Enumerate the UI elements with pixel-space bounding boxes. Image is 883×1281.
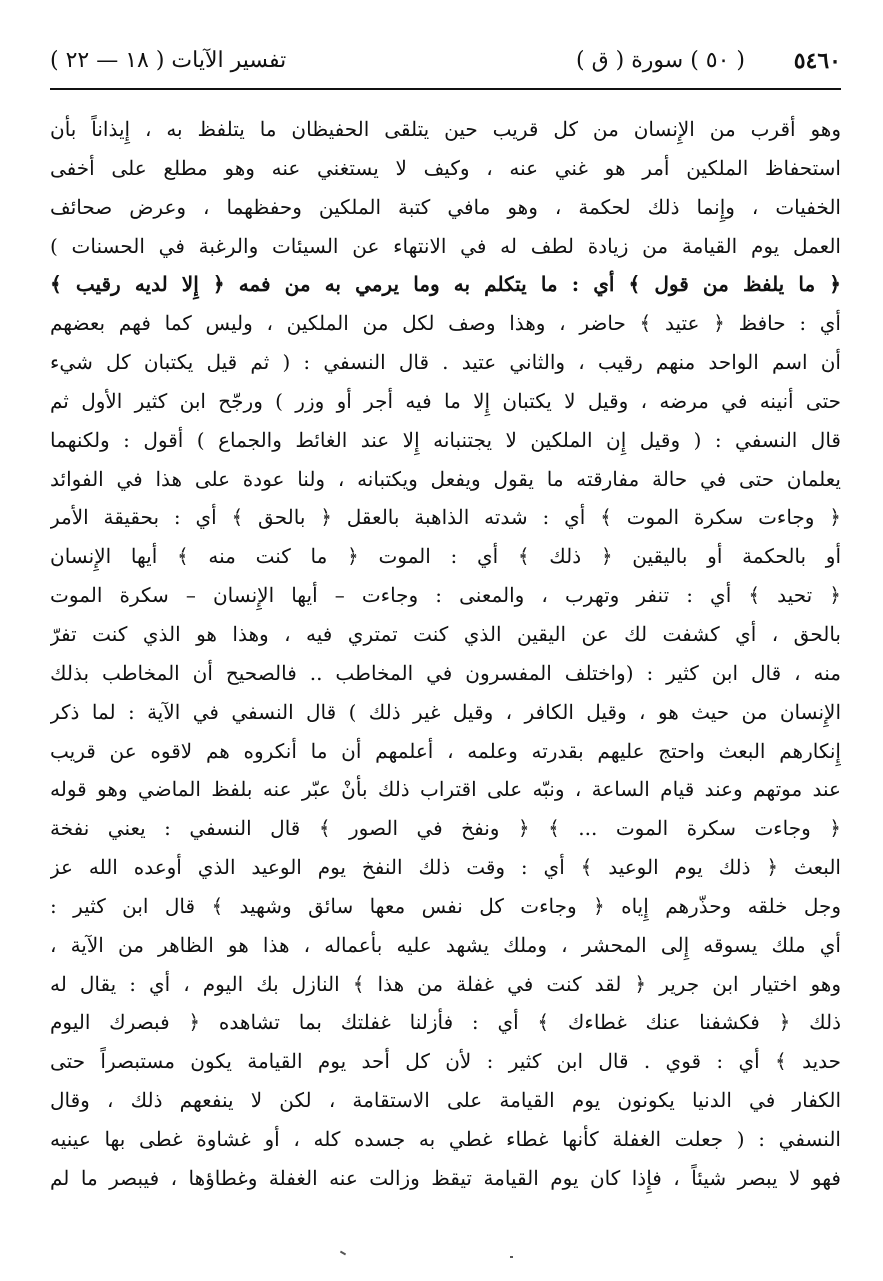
text-line: العمل يوم القيامة من زيادة لطف له في الانتهاء عن السيئات والرغبة في الحسنات ) [50,233,841,258]
text-line: أن اسم الواحد منهم رقيب ، والثاني عتيد . قال النسفي : ( ثم قيل يكتبان كل شيء [50,350,841,375]
page-number: ٥٤٦٠ [793,48,841,74]
text-line: قال النسفي : ( وقيل إِن الملكين لا يجتنبانه إِلا عند الغائط والجماع ) أقول : ولكنهما [50,427,841,452]
text-line: حتى أنينه في مرضه ، وقيل لا يكتبان إِلا ما فيه أجر أو وزر ) ورجّح ابن كثير الأول ثم [50,388,841,413]
page-body [50,110,841,1198]
text-line: إِنكارهم البعث واحتج عليهم بقدرته وعلمه ، أعلمهم أن ما أنكروه هم لاقوه عن قريب [50,738,841,763]
text-line: بالحق ، أي كشفت لك عن اليقين الذي كنت تمتري فيه ، وهذا هو الذي كنت تفرّ [50,621,841,646]
text-line: ﴿ وجاءت سكرة الموت ... ﴾ ﴿ ونفخ في الصور ﴾ قال النسفي : يعني نفخة [50,816,841,841]
text-line: ذلك ﴿ فكشفنا عنك غطاءك ﴾ أي : فأزلنا غفلتك بما تشاهده ﴿ فبصرك اليوم [50,1010,841,1035]
header-divider [50,88,841,90]
page-footer-marks [340,1248,540,1268]
text-line: ﴿ ما يلفظ من قول ﴾ أي : ما يتكلم به وما يرمي به من فمه ﴿ إِلا لديه رقيب ﴾ [50,272,841,297]
text-line: الخفيات ، وإِنما ذلك لحكمة ، وهو مافي كتبة الملكين وحفظهما ، وعرض صحائف [50,194,841,219]
text-line: حديد ﴾ أي : قوي . قال ابن كثير : لأن كل أحد يوم القيامة يكون مستبصراً حتى [50,1049,841,1074]
text-line: أي ملك يسوقه إِلى المحشر ، وملك يشهد عليه بأعماله ، هذا هو الظاهر من الآية ، [50,932,841,957]
text-line: الكفار في الدنيا يكونون يوم القيامة على الاستقامة ، لكن لا ينفعهم ذلك ، وقال [50,1088,841,1113]
scan-mark [340,1251,346,1256]
text-line: البعث ﴿ ذلك يوم الوعيد ﴾ أي : وقت ذلك النفخ يوم الوعيد الذي أوعده الله عز [50,855,841,880]
text-line: فهو لا يبصر شيئاً ، فإِذا كان يوم القيامة تيقظ وزالت عنه الغفلة وغطاؤها ، فيبصر ما لم [50,1165,841,1190]
text-line: استحفاظ الملكين أمر هو غني عنه ، وكيف لا يستغني عنه وهو مطلع على أخفى [50,155,841,180]
surah-label: ( ٥٠ ) سورة ( ق ) [576,48,745,73]
text-line: الإِنسان من حيث هو ، وقيل الكافر ، وقيل غير ذلك ) قال النسفي في الآية : لما ذكر [50,699,841,724]
text-line: منه ، قال ابن كثير : (واختلف المفسرون في المخاطب .. فالصحيح أن المخاطب بذلك [50,660,841,685]
text-line: وهو اختيار ابن جرير ﴿ لقد كنت في غفلة من هذا ﴾ النازل بك اليوم ، أي : يقال له [50,971,841,996]
scan-mark [510,1256,513,1258]
text-line: ﴿ تحيد ﴾ أي : تنفر وتهرب ، والمعنى : وجاءت – أيها الإِنسان – سكرة الموت [50,583,841,608]
section-topic: تفسير الآيات ( ١٨ — ٢٢ ) [50,48,287,73]
text-line: أي : حافظ ﴿ عتيد ﴾ حاضر ، وهذا وصف لكل من الملكين ، وليس كما فهم بعضهم [50,311,841,336]
text-line: ﴿ وجاءت سكرة الموت ﴾ أي : شدته الذاهبة بالعقل ﴿ بالحق ﴾ أي : بحقيقة الأمر [50,505,841,530]
page-header [50,48,841,86]
text-line: يعلمان حتى في حالة مفارقته ما يقول ويفعل ويكتبانه ، ولنا عودة على هذا في الفوائد [50,466,841,491]
text-line: النسفي : ( جعلت الغفلة كأنها غطاء غطي به جسده كله ، أو غشاوة غطى بها عينيه [50,1126,841,1151]
text-line: وجل خلقه وحذّرهم إِياه ﴿ وجاءت كل نفس معها سائق وشهيد ﴾ قال ابن كثير : [50,893,841,918]
text-line: عند موتهم وعند قيام الساعة ، ونبّه على اقتراب ذلك بأنْ عبّر عنه بلفظ الماضي وهو قوله [50,777,841,802]
text-line: وهو أقرب من الإِنسان من كل قريب حين يتلقى الحفيظان ما يتلفظ به ، إِيذاناً بأن [50,117,841,141]
text-line: أو بالحكمة أو باليقين ﴿ ذلك ﴾ أي : الموت ﴿ ما كنت منه ﴾ أيها الإِنسان [50,544,841,569]
